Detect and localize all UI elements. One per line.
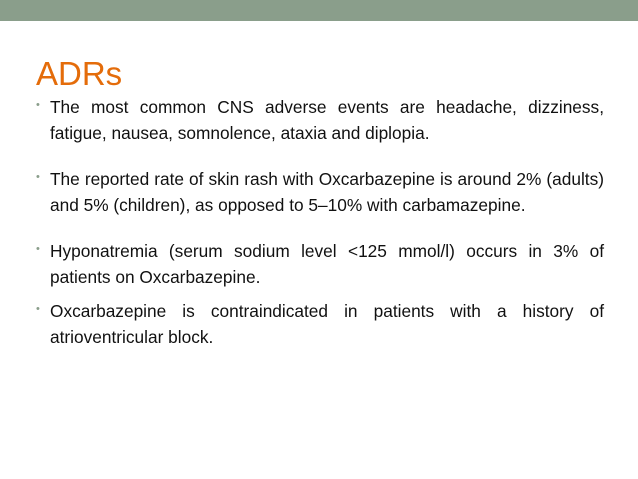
- bullet-text-contraindication: Oxcarbazepine is contraindicated in patients with a history of atrioventricular block.: [50, 301, 604, 347]
- bullet-marker: •: [36, 303, 40, 315]
- slide-title: ADRs: [36, 55, 123, 92]
- bullet-marker: •: [36, 243, 40, 255]
- top-accent-bar: [0, 0, 638, 21]
- bullet-marker: •: [36, 171, 40, 183]
- bullet-item: [36, 298, 604, 350]
- bullet-list: [36, 94, 604, 350]
- bullet-item: [36, 238, 604, 290]
- bullet-item: [36, 94, 604, 146]
- bullet-text-skin-rash: The reported rate of skin rash with Oxcarbazepine is around 2% (adults) and 5% (children), as opposed to 5–10% with carbamazepine.: [50, 169, 604, 215]
- bullet-text-cns-adverse-events: The most common CNS adverse events are headache, dizziness, fatigue, nausea, somnolence, ataxia and diplopia.: [50, 97, 604, 143]
- bullet-item: [36, 166, 604, 218]
- bullet-text-hyponatremia: Hyponatremia (serum sodium level <125 mmol/l) occurs in 3% of patients on Oxcarbazepine.: [50, 241, 604, 287]
- bullet-marker: •: [36, 99, 40, 111]
